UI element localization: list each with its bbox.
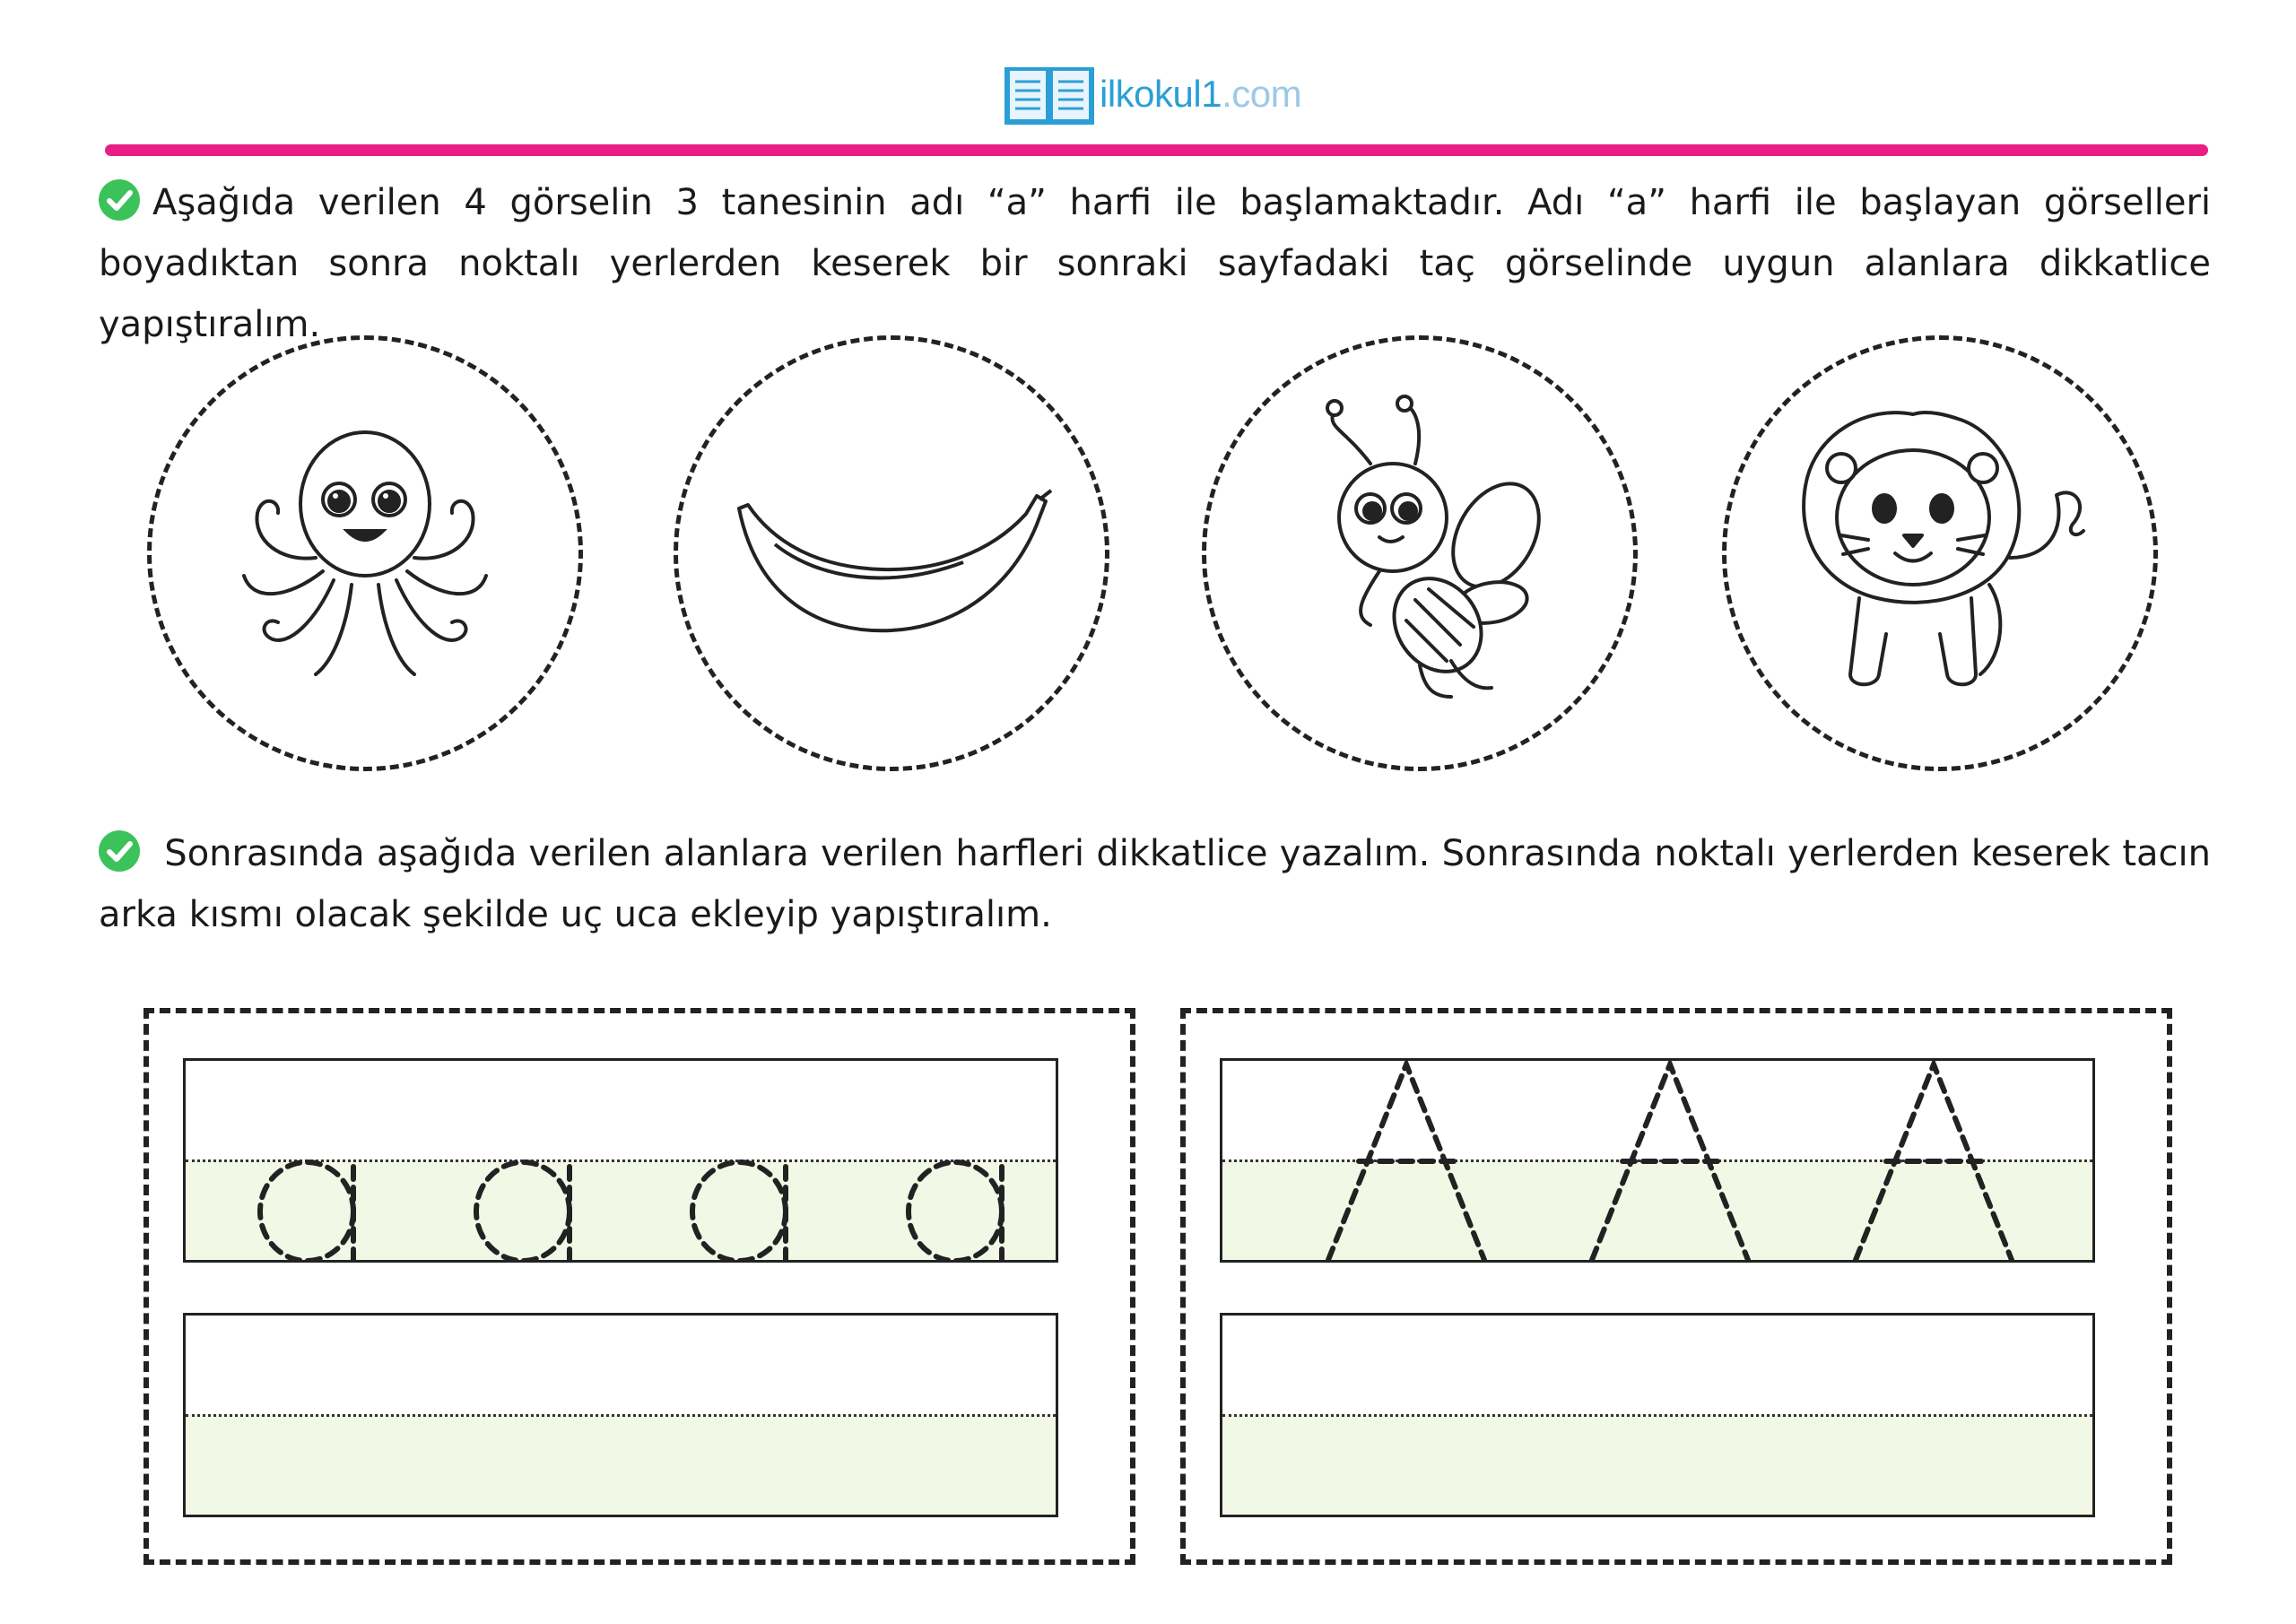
picture-circle-octopus bbox=[147, 335, 583, 771]
traced-letter-A bbox=[1856, 1064, 2012, 1260]
cut-box-lowercase bbox=[144, 1008, 1135, 1565]
writing-row-uppercase-empty[interactable] bbox=[1220, 1313, 2095, 1517]
header-divider bbox=[105, 144, 2208, 156]
picture-circle-banana bbox=[674, 335, 1109, 771]
instruction-2 bbox=[99, 823, 2211, 945]
traced-letter-a bbox=[909, 1162, 1002, 1261]
instruction-1-text: Aşağıda verilen 4 görselin 3 tanesinin adı “a” harfi ile başlamaktadır. Adı “a” harfi ile başlayan görselleri boyadıktan sonra noktalı yerlerden keserek bir sonraki sayfadaki taç görselinde uygun alanlara dikkatlice yapıştıralım. bbox=[99, 182, 2211, 345]
logo-text bbox=[1100, 73, 1301, 116]
traced-letter-a bbox=[260, 1162, 353, 1261]
traced-uppercase-letters bbox=[1222, 1061, 2095, 1263]
logo-name: ilkokul1 bbox=[1100, 73, 1222, 115]
cut-box-uppercase bbox=[1180, 1008, 2172, 1565]
traced-letter-A bbox=[1592, 1064, 1748, 1260]
instruction-2-text: Sonrasında aşağıda verilen alanlara verilen harfleri dikkatlice yazalım. Sonrasında noktalı yerlerden keserek tacın arka kısmı olacak şekilde uç uca ekleyip yapıştıralım. bbox=[99, 833, 2211, 935]
dotted-midline bbox=[186, 1414, 1056, 1417]
traced-lowercase-letters bbox=[186, 1061, 1058, 1263]
site-logo bbox=[1004, 59, 1301, 129]
book-icon bbox=[1004, 60, 1094, 128]
writing-row-lowercase-empty[interactable] bbox=[183, 1313, 1058, 1517]
picture-circle-bee bbox=[1202, 335, 1638, 771]
traced-letter-A bbox=[1328, 1064, 1484, 1260]
bee-icon bbox=[1272, 392, 1568, 715]
lion-icon bbox=[1779, 405, 2101, 701]
lower-zone bbox=[186, 1414, 1056, 1515]
lower-zone bbox=[1222, 1414, 2092, 1515]
traced-letter-a bbox=[476, 1162, 570, 1261]
picture-circle-lion bbox=[1722, 335, 2158, 771]
writing-row-lowercase-traced[interactable] bbox=[183, 1058, 1058, 1263]
check-circle-icon bbox=[99, 830, 140, 872]
traced-letter-a bbox=[692, 1162, 786, 1261]
check-circle-icon bbox=[99, 179, 140, 221]
instruction-1 bbox=[99, 172, 2211, 355]
dotted-midline bbox=[1222, 1414, 2092, 1417]
logo-domain: .com bbox=[1222, 73, 1302, 115]
octopus-icon bbox=[217, 405, 513, 701]
writing-row-uppercase-traced[interactable] bbox=[1220, 1058, 2095, 1263]
banana-icon bbox=[721, 455, 1062, 652]
